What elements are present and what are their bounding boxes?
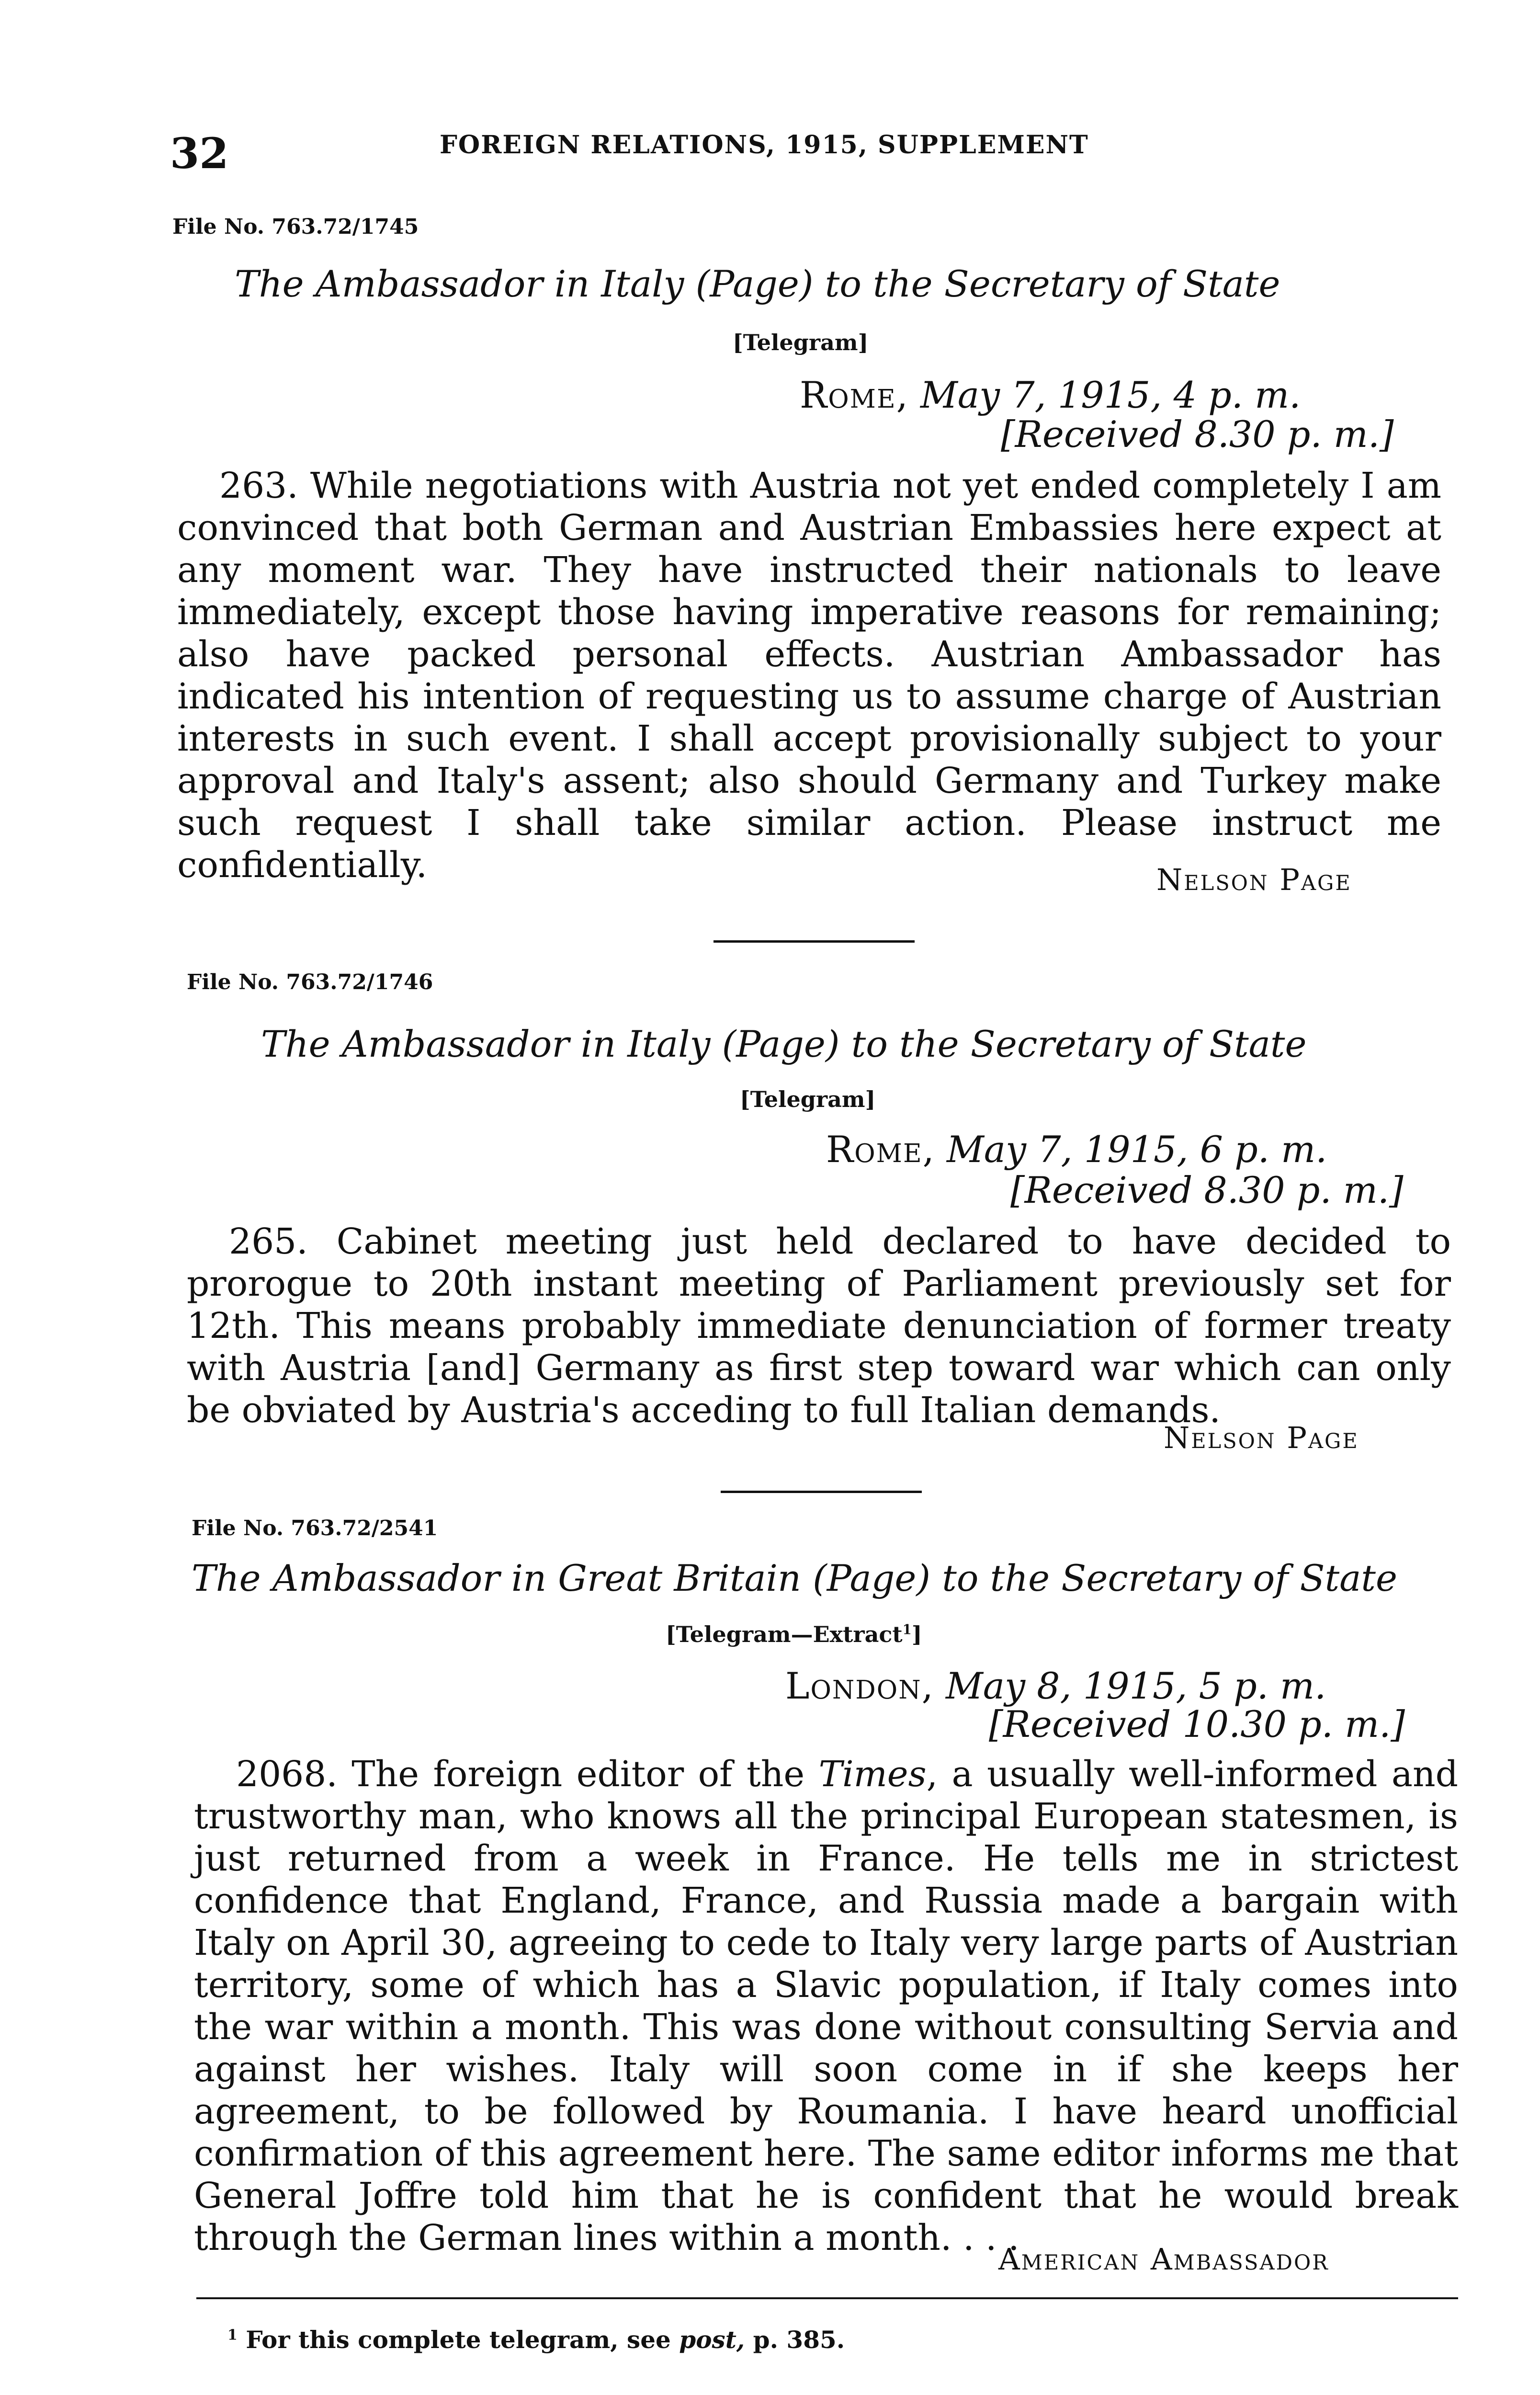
dateline-place: Rome, bbox=[800, 374, 909, 416]
running-title: FOREIGN RELATIONS, 1915, SUPPLEMENT bbox=[440, 130, 1089, 160]
dateline bbox=[800, 374, 1301, 416]
section-divider bbox=[721, 1491, 922, 1493]
document-title: The Ambassador in Italy (Page) to the Secretary of State bbox=[261, 1023, 1307, 1065]
signature: Nelson Page bbox=[1156, 862, 1352, 897]
footnote-rule bbox=[196, 2297, 1458, 2299]
received-time: [Received 10.30 p. m.] bbox=[989, 1703, 1405, 1745]
file-number: File No. 763.72/1745 bbox=[172, 215, 419, 239]
telegram-label: [Telegram—Extract$^1$] bbox=[666, 1621, 922, 1647]
telegram-label: [Telegram] bbox=[740, 1086, 876, 1112]
signature: American Ambassador bbox=[998, 2242, 1329, 2277]
dateline-date: May 7, 1915, 6 p. m. bbox=[946, 1128, 1327, 1171]
telegram-label: [Telegram] bbox=[733, 330, 869, 355]
dateline-date: May 8, 1915, 5 p. m. bbox=[945, 1665, 1326, 1707]
file-number: File No. 763.72/2541 bbox=[192, 1516, 438, 1540]
received-time: [Received 8.30 p. m.] bbox=[1001, 413, 1394, 456]
section-divider bbox=[713, 940, 915, 943]
footnote: $^1$ For this complete telegram, see post, p. 385. bbox=[227, 2326, 845, 2354]
telegram-body: 2068. The foreign editor of the Times, a usually well-informed and trustworthy man, who knows all the principal European statesmen, is just returned from a week in France. He tells me in strictest confidence that England, France, and Russia made a bargain with Italy on April 30, agreeing to cede to Italy very large parts of Austrian territory, some of which has a Slavic population, if Italy comes into the war within a month. This was done without consulting Servia and against her wishes. Italy will soon come in if she keeps her agreement, to be followed by Roumania. I have heard unofficial confirmation of this agreement here. The same editor informs me that General Joffre told him that he is confident that he would break through the German lines within a month. . . . bbox=[194, 1754, 1459, 2258]
dateline bbox=[785, 1665, 1326, 1707]
dateline-place: London, bbox=[785, 1665, 934, 1707]
received-time: [Received 8.30 p. m.] bbox=[1010, 1169, 1404, 1211]
telegram-body: 265. Cabinet meeting just held declared to have decided to prorogue to 20th instant meeting of Parliament previously set for 12th. This means probably immediate denunciation of former treaty with Austria [and] Germany as first step toward war which can only be obviated by Austria's acceding to full Italian demands. bbox=[187, 1221, 1451, 1431]
signature: Nelson Page bbox=[1164, 1420, 1359, 1455]
dateline-place: Rome, bbox=[826, 1128, 935, 1171]
page-number: 32 bbox=[170, 128, 229, 178]
telegram-body: 263. While negotiations with Austria not yet ended completely I am convinced that both German and Austrian Embassies here expect at any moment war. They have instructed their nationals to leave immediately, except those having imperative reasons for remaining; also have packed personal effects. Austrian Ambassador has indicated his intention of requesting us to assume charge of Austrian interests in such event. I shall accept provisionally subject to your approval and Italy's assent; also should Germany and Turkey make such request I shall take similar action. Please instruct me confidentially. bbox=[177, 465, 1441, 886]
document-title: The Ambassador in Italy (Page) to the Secretary of State bbox=[235, 262, 1280, 305]
dateline bbox=[826, 1128, 1327, 1171]
document-title: The Ambassador in Great Britain (Page) to the Secretary of State bbox=[192, 1557, 1397, 1599]
file-number: File No. 763.72/1746 bbox=[187, 970, 433, 994]
dateline-date: May 7, 1915, 4 p. m. bbox=[920, 374, 1301, 416]
